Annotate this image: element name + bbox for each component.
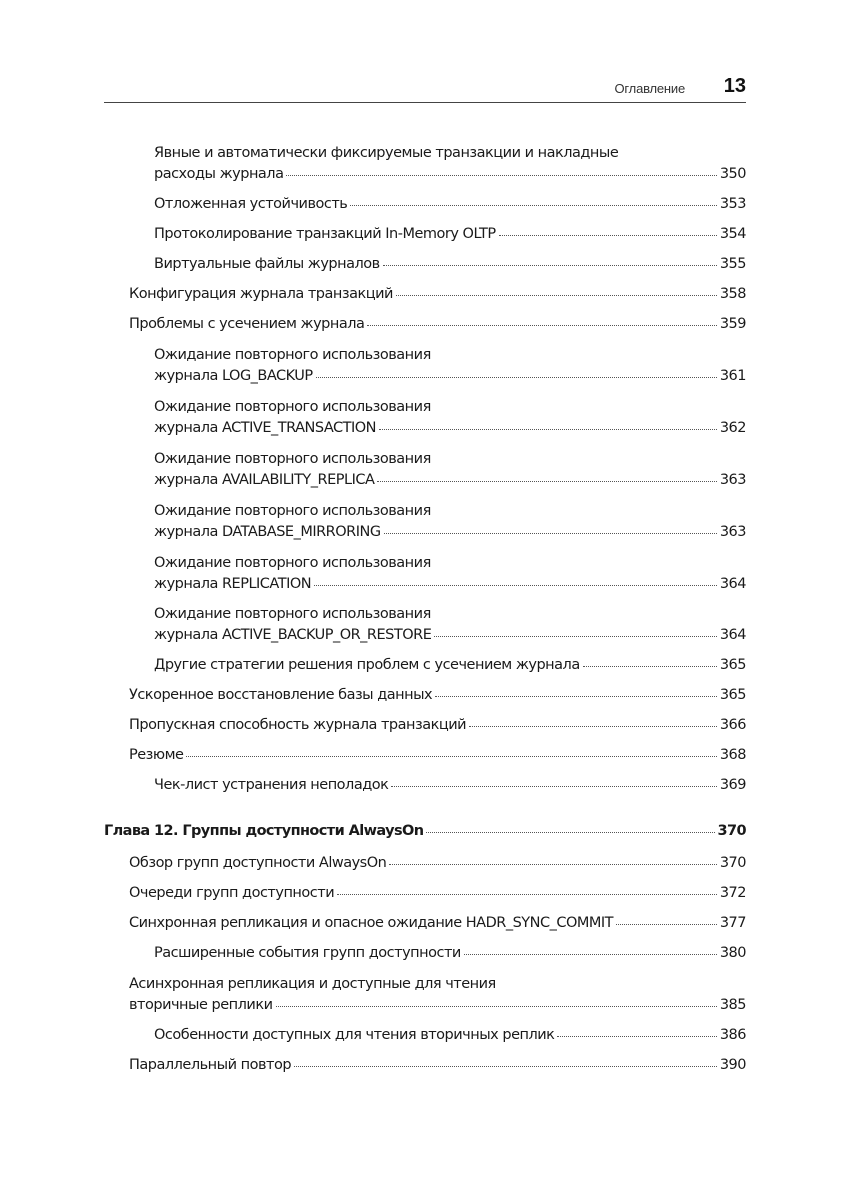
toc-entry[interactable] — [154, 469, 746, 491]
toc-entry[interactable] — [129, 313, 746, 335]
toc-entry[interactable] — [129, 684, 746, 706]
toc-entry-page: 363 — [719, 472, 746, 488]
toc-entry-page: 364 — [719, 627, 746, 643]
dot-leader — [350, 204, 716, 206]
toc-entry-title: Особенности доступных для чтения вторичных реплик — [154, 1027, 555, 1043]
toc-entry[interactable] — [154, 774, 746, 796]
dot-leader — [286, 174, 716, 176]
toc-entry-line1: Ожидание повторного использования — [154, 399, 431, 415]
toc-entry-page: 377 — [719, 915, 746, 931]
toc-entry[interactable] — [129, 882, 746, 904]
dot-leader — [391, 785, 716, 787]
toc-entry-title: Обзор групп доступности AlwaysOn — [129, 855, 387, 871]
toc-entry-line1: Явные и автоматически фиксируемые транзакции и накладные — [154, 145, 619, 161]
toc-entry-page: 355 — [719, 256, 746, 272]
toc-entry[interactable] — [154, 942, 746, 964]
toc-entry-page: 380 — [719, 945, 746, 961]
toc-entry-title: журнала DATABASE_MIRRORING — [154, 524, 381, 540]
toc-chapter-title: Глава 12. Группы доступности AlwaysOn — [104, 823, 424, 839]
toc-entry-page: 361 — [719, 368, 746, 384]
toc-entry-page: 350 — [719, 166, 746, 182]
toc-entry-title: Резюме — [129, 747, 184, 763]
dot-leader — [314, 584, 717, 586]
toc-entry-title: Отложенная устойчивость — [154, 196, 348, 212]
toc-entry-title: Очереди групп доступности — [129, 885, 335, 901]
dot-leader — [316, 376, 717, 378]
toc-entry-page: 385 — [719, 997, 746, 1013]
toc-entry[interactable] — [154, 654, 746, 676]
toc-entry-title: Расширенные события групп доступности — [154, 945, 461, 961]
toc-entry-page: 372 — [719, 885, 746, 901]
dot-leader — [383, 264, 717, 266]
dot-leader — [337, 893, 717, 895]
toc-entry[interactable] — [129, 994, 746, 1016]
dot-leader — [499, 234, 717, 236]
dot-leader — [367, 324, 716, 326]
dot-leader — [396, 294, 717, 296]
toc-chapter-entry[interactable] — [104, 820, 746, 842]
toc-entry-page: 364 — [719, 576, 746, 592]
dot-leader — [616, 923, 717, 925]
toc-entry-page: 365 — [719, 657, 746, 673]
toc-entry-title: Виртуальные файлы журналов — [154, 256, 380, 272]
dot-leader — [389, 863, 716, 865]
dot-leader — [434, 635, 716, 637]
toc-entry-page: 390 — [719, 1057, 746, 1073]
toc-entry-title: Проблемы с усечением журнала — [129, 316, 365, 332]
section-title: Оглавление — [614, 81, 685, 96]
toc-entry-page: 369 — [719, 777, 746, 793]
toc-entry-line1: Ожидание повторного использования — [154, 503, 431, 519]
toc-entry[interactable] — [154, 1024, 746, 1046]
toc-entry-title: журнала LOG_BACKUP — [154, 368, 313, 384]
toc-entry[interactable] — [129, 744, 746, 766]
toc-entry-line1: Асинхронная репликация и доступные для чтения — [129, 976, 496, 992]
toc-entry-page: 365 — [719, 687, 746, 703]
toc-entry-title: расходы журнала — [154, 166, 284, 182]
toc-entry-line1: Ожидание повторного использования — [154, 451, 431, 467]
dot-leader — [379, 428, 717, 430]
toc-chapter-page: 370 — [717, 823, 746, 839]
toc-entry[interactable] — [129, 912, 746, 934]
toc-entry-page: 386 — [719, 1027, 746, 1043]
dot-leader — [294, 1065, 717, 1067]
toc-entry[interactable] — [129, 852, 746, 874]
toc-entry-page: 353 — [719, 196, 746, 212]
toc-entry-title: Другие стратегии решения проблем с усечением журнала — [154, 657, 580, 673]
toc-entry-title: журнала REPLICATION — [154, 576, 312, 592]
toc-entry-line1: Ожидание повторного использования — [154, 347, 431, 363]
page-number: 13 — [723, 75, 746, 97]
toc-entry-title: журнала ACTIVE_BACKUP_OR_RESTORE — [154, 627, 432, 643]
toc-entry[interactable] — [129, 283, 746, 305]
toc-entry[interactable] — [154, 163, 746, 185]
dot-leader — [186, 755, 716, 757]
toc-entry-page: 368 — [719, 747, 746, 763]
toc-entry[interactable] — [154, 573, 746, 595]
toc-entry-line1: Ожидание повторного использования — [154, 606, 431, 622]
dot-leader — [583, 665, 717, 667]
toc-entry-page: 363 — [719, 524, 746, 540]
toc-entry[interactable] — [154, 417, 746, 439]
dot-leader — [426, 831, 714, 833]
toc-entry-page: 370 — [719, 855, 746, 871]
toc-entry-title: Ускоренное восстановление базы данных — [129, 687, 433, 703]
dot-leader — [557, 1035, 716, 1037]
toc-entry-title: Чек-лист устранения неполадок — [154, 777, 389, 793]
toc-entry[interactable] — [154, 193, 746, 215]
dot-leader — [435, 695, 717, 697]
toc-entry-page: 366 — [719, 717, 746, 733]
toc-entry-title: Пропускная способность журнала транзакций — [129, 717, 467, 733]
toc-entry-page: 362 — [719, 420, 746, 436]
dot-leader — [384, 532, 717, 534]
toc-entry[interactable] — [154, 253, 746, 275]
toc-entry[interactable] — [129, 714, 746, 736]
toc-entry-title: журнала ACTIVE_TRANSACTION — [154, 420, 376, 436]
toc-entry[interactable] — [154, 365, 746, 387]
toc-entry[interactable] — [154, 223, 746, 245]
toc-entry-title: журнала AVAILABILITY_REPLICA — [154, 472, 375, 488]
toc-entry-title: Синхронная репликация и опасное ожидание HADR_SYNC_COMMIT — [129, 915, 614, 931]
toc-entry-title: Конфигурация журнала транзакций — [129, 286, 393, 302]
toc-entry-line1: Ожидание повторного использования — [154, 555, 431, 571]
toc-entry-page: 354 — [719, 226, 746, 242]
toc-entry[interactable] — [154, 624, 746, 646]
toc-entry-title: вторичные реплики — [129, 997, 273, 1013]
dot-leader — [469, 725, 717, 727]
toc-entry-title: Параллельный повтор — [129, 1057, 292, 1073]
toc-entry-title: Протоколирование транзакций In-Memory OLTP — [154, 226, 496, 242]
dot-leader — [276, 1005, 717, 1007]
toc-entry-page: 359 — [719, 316, 746, 332]
dot-leader — [464, 953, 717, 955]
dot-leader — [377, 480, 716, 482]
toc-entry-page: 358 — [719, 286, 746, 302]
toc-entry[interactable] — [154, 521, 746, 543]
toc-entry[interactable] — [129, 1054, 746, 1076]
